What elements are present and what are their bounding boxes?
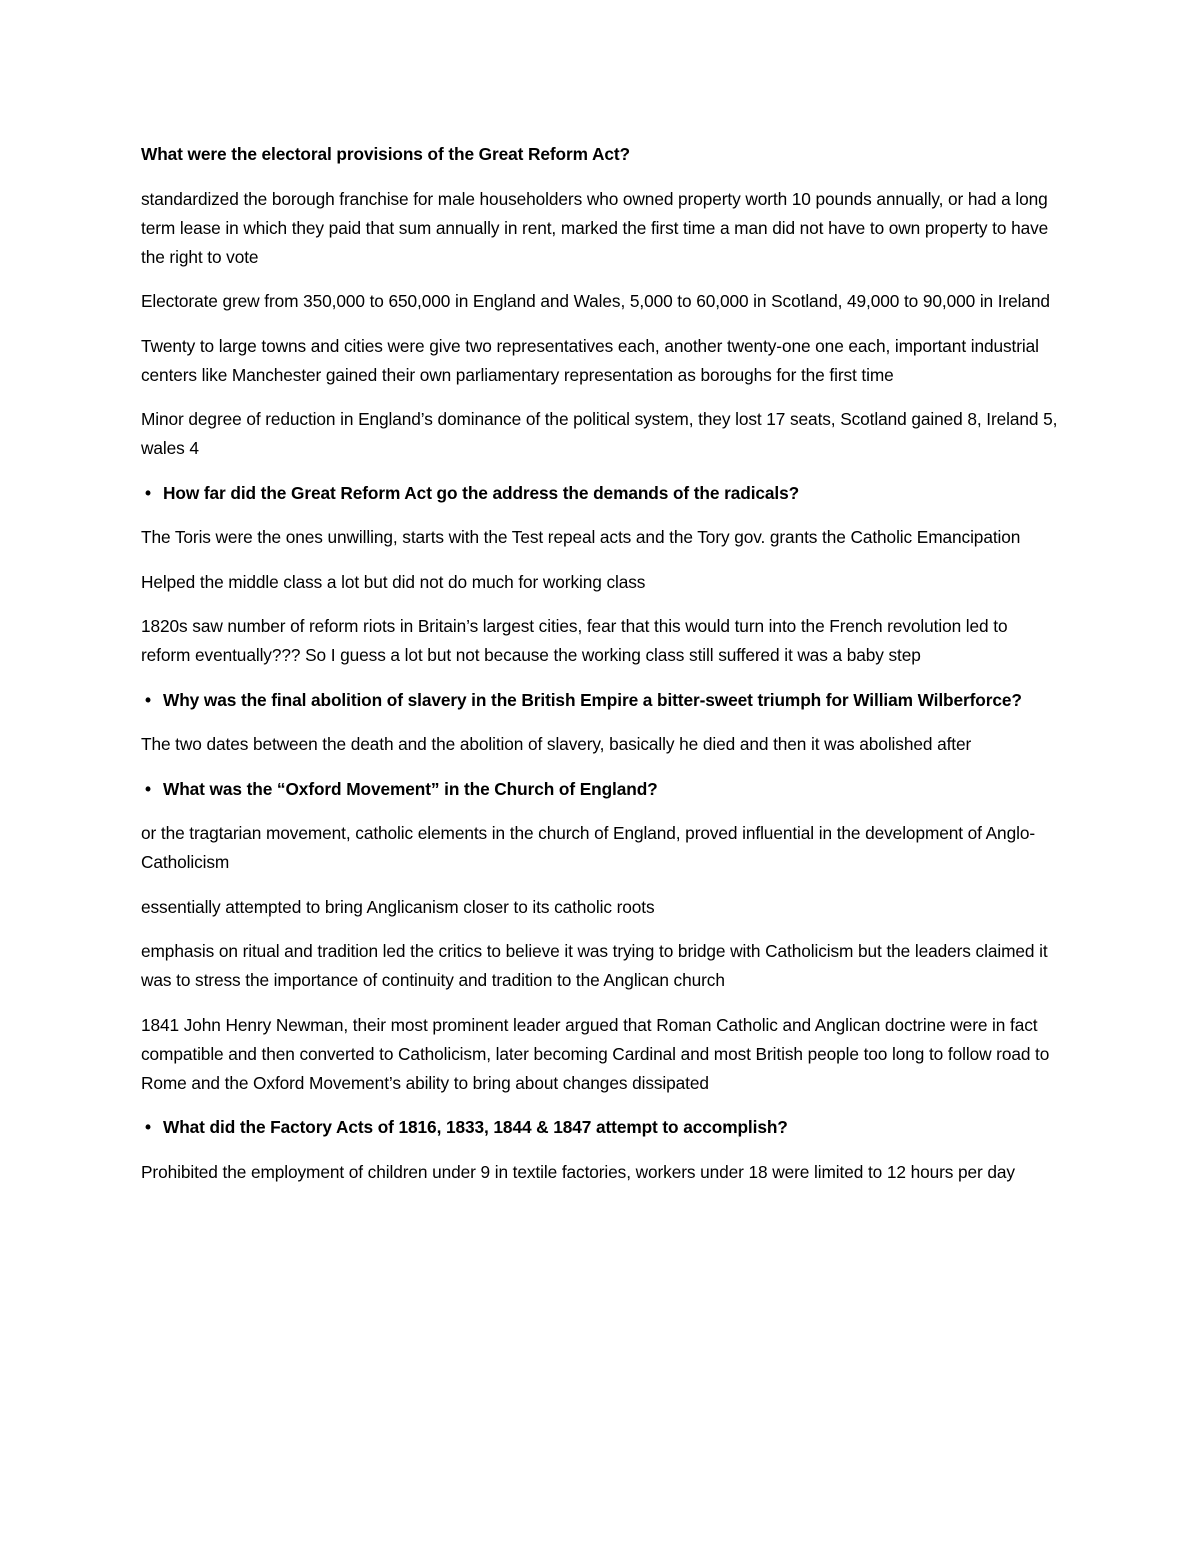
answer-paragraph: Minor degree of reduction in England’s dominance of the political system, they lost 17 seats, Scotland gained 8, Ireland 5, wales 4 [141, 409, 1058, 458]
question-text: What were the electoral provisions of the Great Reform Act? [141, 144, 630, 164]
answer-paragraph: Prohibited the employment of children under 9 in textile factories, workers under 18 were limited to 12 hours per day [141, 1161, 1015, 1182]
answer-paragraph: standardized the borough franchise for male householders who owned property worth 10 pounds annually, or had a long term lease in which they paid that sum annually in rent, marked the first time a man did not have to own property to have the right to vote [141, 188, 1049, 267]
answer-paragraph: Electorate grew from 350,000 to 650,000 in England and Wales, 5,000 to 60,000 in Scotland, 49,000 to 90,000 in Ireland [141, 291, 1050, 311]
bullet-icon: • [145, 689, 151, 710]
answer-paragraph: Twenty to large towns and cities were give two representatives each, another twenty-one one each, important industrial centers like Manchester gained their own parliamentary representation as boroughs for the first time [141, 335, 1039, 385]
question-text: Why was the final abolition of slavery in the British Empire a bitter-sweet triumph for William Wilberforce? [163, 689, 1022, 710]
question-heading [141, 775, 1061, 804]
question-heading [141, 1113, 1061, 1142]
bullet-icon: • [145, 778, 151, 799]
answer-paragraph: The Toris were the ones unwilling, starts with the Test repeal acts and the Tory gov. grants the Catholic Emancipation [141, 527, 1021, 547]
answer-paragraph: or the tragtarian movement, catholic elements in the church of England, proved influential in the development of Anglo-Catholicism [141, 823, 1035, 872]
bullet-icon: • [145, 482, 151, 503]
answer-paragraph: essentially attempted to bring Anglicanism closer to its catholic roots [141, 896, 655, 917]
question-text: What was the “Oxford Movement” in the Church of England? [163, 778, 658, 799]
answer-paragraph: 1841 John Henry Newman, their most prominent leader argued that Roman Catholic and Anglican doctrine were in fact compatible and then converted to Catholicism, later becoming Cardinal and most British people too long to follow road to Rome and the Oxford Movement’s ability to bring about changes dissipated [141, 1014, 1050, 1093]
question-text: How far did the Great Reform Act go the address the demands of the radicals? [163, 482, 800, 503]
question-heading [141, 140, 1061, 169]
answer-paragraph: Helped the middle class a lot but did not do much for working class [141, 571, 646, 592]
question-heading [141, 479, 1061, 508]
document-body [141, 140, 1061, 1202]
bullet-icon: • [145, 1117, 151, 1137]
answer-paragraph: 1820s saw number of reform riots in Britain’s largest cities, fear that this would turn into the French revolution led to reform eventually??? So I guess a lot but not because the working class still suffered it was a baby step [141, 616, 1008, 665]
question-text: What did the Factory Acts of 1816, 1833, 1844 & 1847 attempt to accomplish? [163, 1117, 788, 1137]
question-heading [141, 686, 1061, 715]
answer-paragraph: emphasis on ritual and tradition led the critics to believe it was trying to bridge with Catholicism but the leaders claimed it was to stress the importance of continuity and tradition to the Anglican church [141, 941, 1048, 990]
answer-paragraph: The two dates between the death and the abolition of slavery, basically he died and then it was abolished after [141, 734, 972, 754]
